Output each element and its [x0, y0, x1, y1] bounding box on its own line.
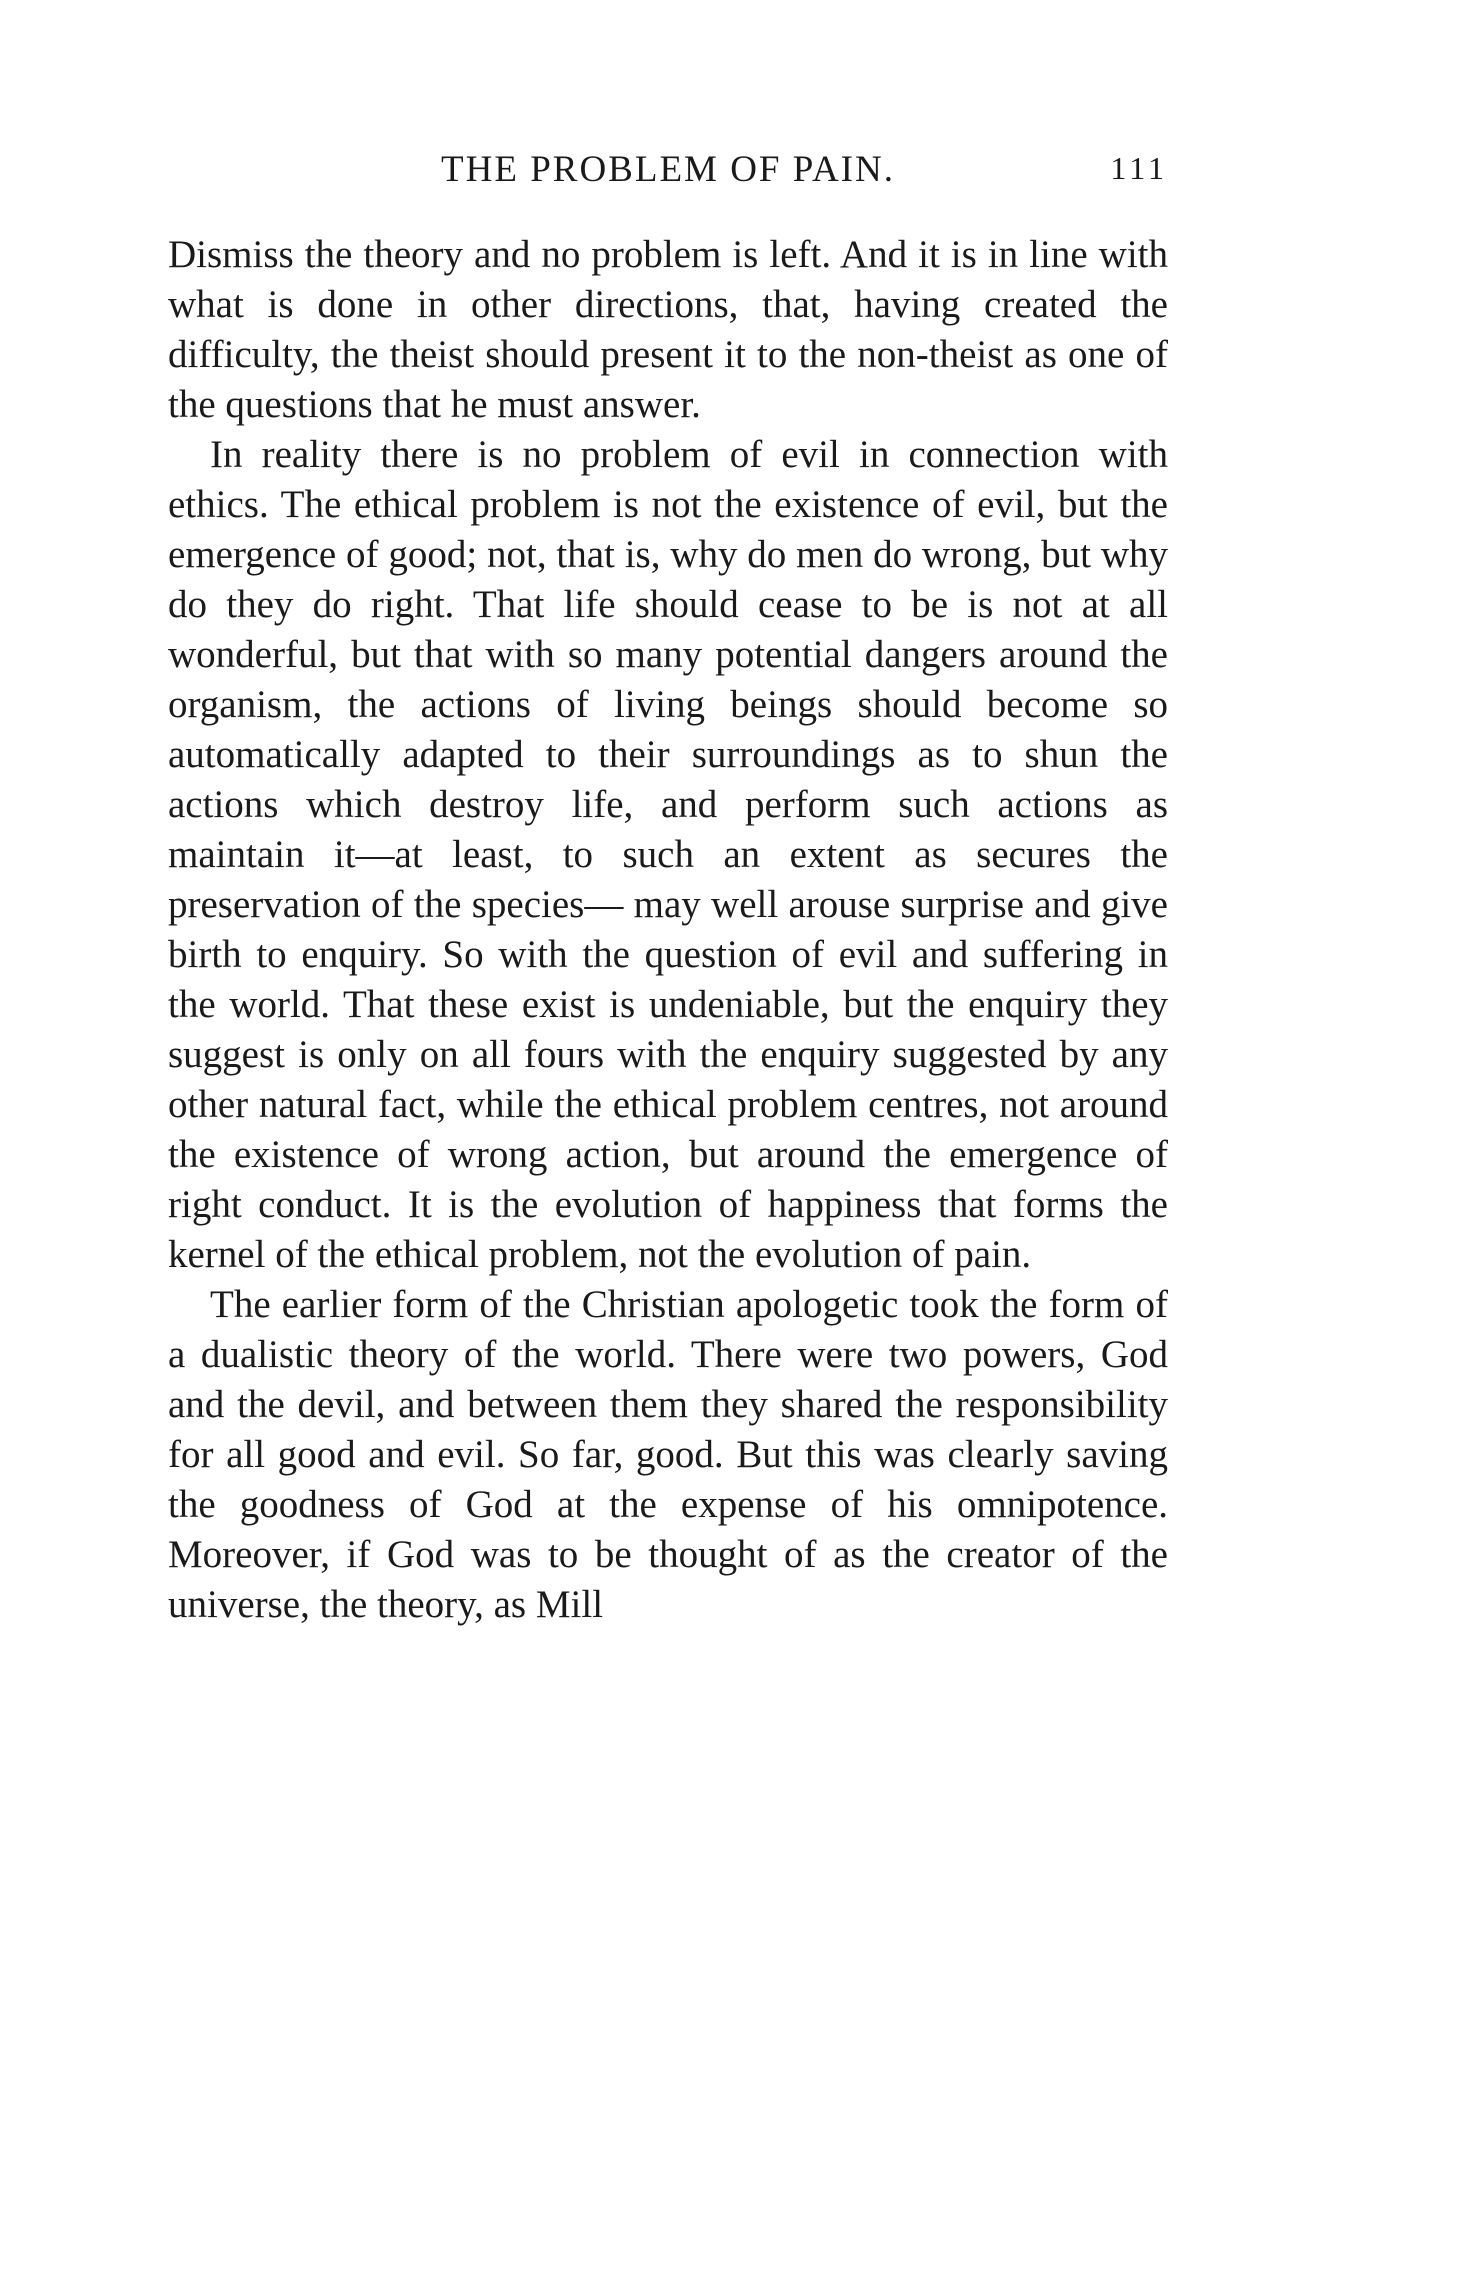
paragraph-continuation: Dismiss the theory and no problem is left. And it is in line with what is done in other directions, that, having created the difficulty, the theist should present it to the non-theist as one of the questions that he must answer.	[168, 233, 1168, 426]
paragraph: The earlier form of the Christian apologetic took the form of a dualistic theory of the world. There were two powers, God and the devil, and between them they shared the responsibility for all good and evil. So far, good. But this was clearly saving the goodness of God at the expense of his omnipotence. Moreover, if God was to be thought of as the creator of the universe, the theory, as Mill	[168, 1283, 1168, 1626]
body-text	[168, 230, 1168, 1630]
paragraph: In reality there is no problem of evil in connection with ethics. The ethical problem is not the existence of evil, but the emergence of good; not, that is, why do men do wrong, but why do they do right. That life should cease to be is not at all wonderful, but that with so many potential dangers around the organism, the actions of living beings should become so automatically adapted to their surroundings as to shun the actions which destroy life, and perform such actions as maintain it—at least, to such an extent as secures the preservation of the species— may well arouse surprise and give birth to enquiry. So with the question of evil and suffering in the world. That these exist is undeniable, but the enquiry they suggest is only on all fours with the enquiry suggested by any other natural fact, while the ethical problem centres, not around the existence of wrong action, but around the emergence of right conduct. It is the evolution of happiness that forms the kernel of the ethical problem, not the evolution of pain.	[168, 433, 1168, 1276]
page-number: 111	[1110, 150, 1168, 186]
book-page	[168, 148, 1168, 1630]
running-title: THE PROBLEM OF PAIN.	[441, 149, 895, 190]
running-head	[168, 148, 1168, 208]
